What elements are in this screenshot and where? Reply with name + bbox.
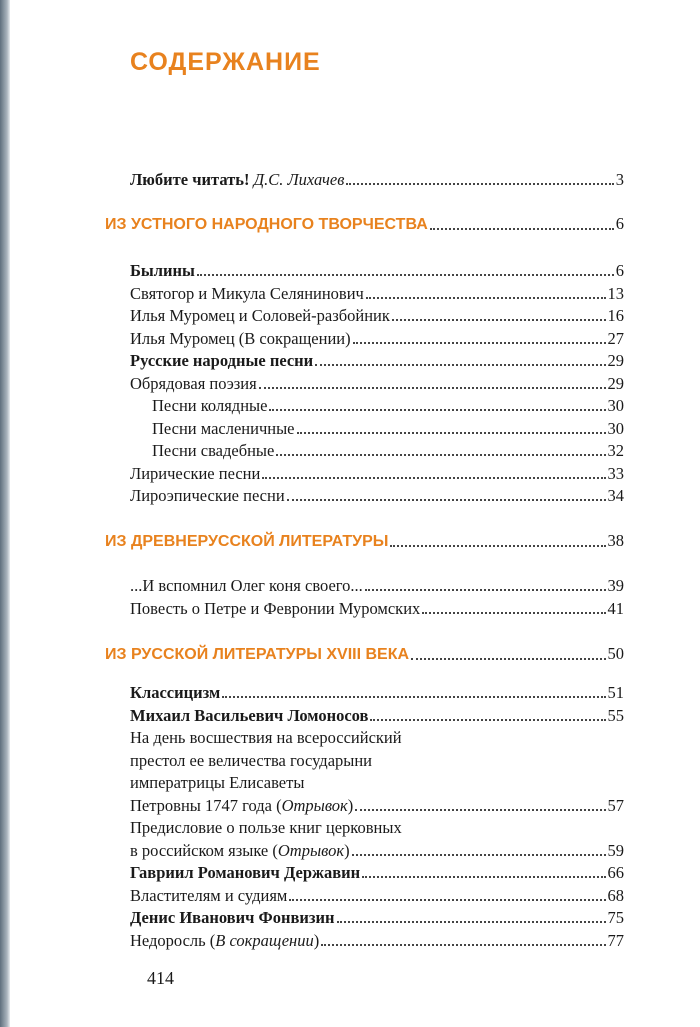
toc-entry-svadebnye[interactable]: Песни свадебные 32 <box>152 441 624 460</box>
toc-entry-petr-fevronia[interactable]: Повесть о Петре и Февронии Муромских 41 <box>130 599 624 618</box>
leader-dots <box>287 499 606 501</box>
toc-entry-nedorosl[interactable]: Недоросль (В сокращении) 77 <box>130 931 624 950</box>
leader-dots <box>315 364 605 366</box>
toc-entry-vlastitelyam[interactable]: Властителям и судиям 68 <box>130 886 624 905</box>
toc-entry-muromets-solovei[interactable]: Илья Муромец и Соловей-разбойник 16 <box>130 306 624 325</box>
toc-entry-svyatogor[interactable]: Святогор и Микула Селянинович 13 <box>130 284 624 303</box>
toc-section-folk[interactable]: ИЗ УСТНОГО НАРОДНОГО ТВОРЧЕСТВА 6 <box>105 214 624 233</box>
leader-dots <box>411 658 605 660</box>
toc-section-18th-century[interactable]: ИЗ РУССКОЙ ЛИТЕРАТУРЫ XVIII ВЕКА 50 <box>105 644 624 663</box>
toc-entry-derzhavin[interactable]: Гавриил Романович Державин 66 <box>130 863 624 882</box>
toc-entry-classicism[interactable]: Классицизм 51 <box>130 683 624 702</box>
toc-entry-maslenichnye[interactable]: Песни масленичные 30 <box>152 419 624 438</box>
toc-entry-ode[interactable]: Петровны 1747 года (Отрывок) 57 <box>130 796 624 815</box>
leader-dots <box>352 854 606 856</box>
leader-dots <box>390 545 605 547</box>
toc-entry-lyric[interactable]: Лирические песни 33 <box>130 464 624 483</box>
leader-dots <box>337 921 606 923</box>
toc-entry-preface[interactable]: в российском языке (Отрывок) 59 <box>130 841 624 860</box>
leader-dots <box>355 809 605 811</box>
toc-entry-kolyadnye[interactable]: Песни колядные 30 <box>152 396 624 415</box>
toc-entry-folk-songs[interactable]: Русские народные песни 29 <box>130 351 624 370</box>
leader-dots <box>269 409 605 411</box>
toc-entry-oleg[interactable]: ...И вспомнил Олег коня своего... 39 <box>130 576 624 595</box>
book-spine-shadow <box>0 0 10 1027</box>
leader-dots <box>366 297 606 299</box>
page-number: 414 <box>147 968 174 988</box>
leader-dots <box>346 183 613 185</box>
leader-dots <box>197 274 614 276</box>
toc-entry-ode-line: На день восшествия на всероссийский <box>130 728 402 747</box>
leader-dots <box>297 432 606 434</box>
toc-entry-ode-line: престол ее величества государыни <box>130 751 373 770</box>
toc-entry-intro[interactable]: Любите читать! Д.С. Лихачев 3 <box>130 170 624 189</box>
toc-entry-fonvizin[interactable]: Денис Иванович Фонвизин 75 <box>130 908 624 927</box>
leader-dots <box>392 319 606 321</box>
leader-dots <box>430 228 614 230</box>
leader-dots <box>321 944 605 946</box>
toc-entry-lyroepic[interactable]: Лироэпические песни 34 <box>130 486 624 505</box>
leader-dots <box>259 387 606 389</box>
toc-entry-lomonosov[interactable]: Михаил Васильевич Ломоносов 55 <box>130 706 624 725</box>
leader-dots <box>422 612 605 614</box>
leader-dots <box>370 719 605 721</box>
leader-dots <box>362 876 605 878</box>
toc-entry-muromets-abridged[interactable]: Илья Муромец (В сокращении) 27 <box>130 329 624 348</box>
leader-dots <box>353 342 606 344</box>
leader-dots <box>365 589 606 591</box>
leader-dots <box>262 477 605 479</box>
toc-entry-byliny[interactable]: Былины 6 <box>130 261 624 280</box>
leader-dots <box>276 454 605 456</box>
toc-section-old-russian[interactable]: ИЗ ДРЕВНЕРУССКОЙ ЛИТЕРАТУРЫ 38 <box>105 531 624 550</box>
toc-entry-preface-line: Предисловие о пользе книг церковных <box>130 818 402 837</box>
leader-dots <box>289 899 605 901</box>
leader-dots <box>222 696 605 698</box>
toc-entry-ritual-poetry[interactable]: Обрядовая поэзия 29 <box>130 374 624 393</box>
toc-entry-ode-line: императрицы Елисаветы <box>130 773 305 792</box>
page-title: СОДЕРЖАНИЕ <box>130 48 321 76</box>
